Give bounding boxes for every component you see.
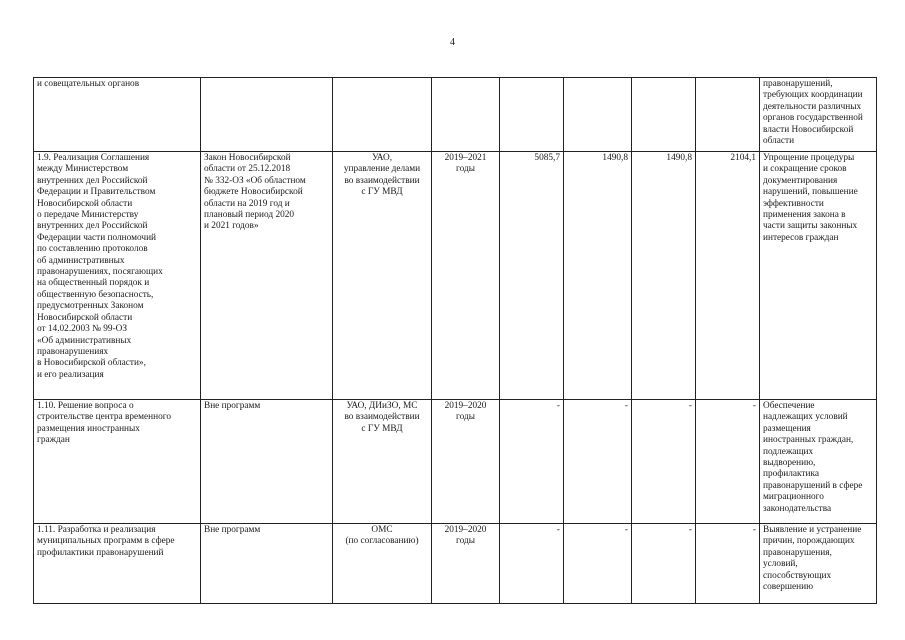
cell-text-line: законодательства: [763, 503, 832, 514]
cell-text-line: выдворению,: [763, 458, 816, 469]
cell-text-line: управление делами: [343, 164, 421, 175]
cell-text-line: Новосибирской области: [37, 198, 133, 209]
cell-value: -: [624, 401, 628, 411]
cell-value: 1490,8: [666, 153, 692, 163]
period-cell: [432, 152, 500, 400]
executor-cell: [333, 524, 432, 604]
total-cell: [500, 524, 564, 604]
cell-text-line: по составлению протоколов: [37, 244, 148, 255]
year-2020-cell: [632, 400, 696, 524]
year-2020-cell: [632, 152, 696, 400]
cell-text-line: власти Новосибирской: [763, 124, 854, 135]
cell-text-line: граждан: [37, 435, 70, 446]
cell-text-line: ОМС: [371, 525, 393, 535]
cell-text-line: «Об административных: [37, 335, 132, 346]
cell-text-line: Вне программ: [204, 525, 261, 535]
cell-text-line: правонарушениях: [37, 346, 109, 357]
cell-text-line: годы: [456, 412, 475, 423]
measure-cell: [34, 78, 201, 152]
cell-text-line: бюджете Новосибирской: [204, 187, 303, 198]
cell-text-line: и сокращение сроков: [763, 164, 847, 175]
cell-text-line: документирования: [763, 175, 838, 186]
cell-text-line: с ГУ МВД: [361, 423, 403, 434]
page-number: 4: [450, 37, 455, 48]
cell-text-line: предусмотренных Законом: [37, 301, 144, 312]
cell-text-line: требующих координации: [763, 90, 863, 101]
basis-cell: [201, 524, 333, 604]
cell-text-line: Упрощение процедуры: [763, 153, 855, 163]
cell-text-line: правонарушений в сфере: [763, 480, 863, 491]
measure-cell: [34, 400, 201, 524]
cell-text-line: на общественный порядок и: [37, 278, 150, 289]
cell-text-line: профилактика: [763, 469, 819, 480]
cell-text-line: Федерации и Правительством: [37, 187, 156, 198]
basis-cell: [201, 152, 333, 400]
cell-value: 2104,1: [730, 153, 756, 163]
cell-text-line: общественную безопасность,: [37, 289, 154, 300]
cell-text-line: области: [763, 136, 795, 147]
cell-text-line: профилактики правонарушений: [37, 547, 164, 558]
cell-text-line: 2019–2020: [444, 401, 487, 411]
cell-text-line: № 332-ОЗ «Об областном: [204, 175, 306, 186]
measure-cell: [34, 524, 201, 604]
cell-text-line: применения закона в: [763, 210, 846, 221]
cell-text-line: 1.10. Решение вопроса о: [37, 401, 134, 411]
cell-text-line: правонарушения,: [763, 547, 832, 558]
cell-text-line: 1.11. Разработка и реализация: [37, 525, 156, 535]
basis-cell: [201, 400, 333, 524]
total-cell: [500, 152, 564, 400]
cell-text-line: способствующих: [763, 570, 832, 581]
cell-text-line: причин, порождающих: [763, 536, 855, 547]
total-cell: [500, 78, 564, 152]
cell-text-line: и совещательных органов: [37, 79, 140, 89]
cell-text-line: между Министерством: [37, 164, 129, 175]
cell-text-line: Выявление и устранение: [763, 525, 862, 535]
cell-text-line: с ГУ МВД: [361, 187, 403, 198]
total-cell: [500, 400, 564, 524]
cell-text-line: внутренних дел Российской: [37, 221, 148, 232]
executor-cell: [333, 78, 432, 152]
cell-text-line: иностранных граждан,: [763, 435, 854, 446]
cell-text-line: условий,: [763, 559, 798, 570]
table-row: [34, 400, 877, 524]
year-2019-cell: [564, 78, 632, 152]
year-2020-cell: [632, 78, 696, 152]
cell-text-line: годы: [456, 164, 475, 175]
executor-cell: [333, 400, 432, 524]
cell-text-line: 2019–2021: [444, 153, 487, 163]
cell-text-line: нарушений, повышение: [763, 187, 858, 198]
table-row: [34, 78, 877, 152]
result-cell: [760, 524, 877, 604]
executor-cell: [333, 152, 432, 400]
cell-text-line: во взаимодействии: [344, 412, 420, 423]
cell-text-line: о передаче Министерству: [37, 210, 139, 221]
cell-text-line: в Новосибирской области»,: [37, 358, 146, 369]
cell-text-line: годы: [456, 536, 475, 547]
cell-text-line: строительстве центра временного: [37, 412, 171, 423]
cell-text-line: размещения: [763, 423, 811, 434]
year-2021-cell: [696, 152, 760, 400]
cell-text-line: размещения иностранных: [37, 423, 140, 434]
cell-text-line: правонарушений,: [763, 79, 833, 89]
year-2021-cell: [696, 524, 760, 604]
result-cell: [760, 78, 877, 152]
cell-text-line: Вне программ: [204, 401, 261, 411]
cell-text-line: УАО,: [371, 153, 393, 163]
measure-cell: [34, 152, 201, 400]
cell-text-line: и его реализация: [37, 369, 104, 380]
year-2021-cell: [696, 400, 760, 524]
cell-text-line: 2019–2020: [444, 525, 487, 535]
cell-text-line: муниципальных программ в сфере: [37, 536, 175, 547]
cell-value: 5085,7: [534, 153, 560, 163]
cell-text-line: миграционного: [763, 492, 824, 503]
cell-text-line: Обеспечение: [763, 401, 815, 411]
cell-text-line: деятельности различных: [763, 101, 862, 112]
cell-text-line: области на 2019 год и: [204, 198, 290, 209]
year-2020-cell: [632, 524, 696, 604]
cell-value: -: [556, 525, 560, 535]
cell-text-line: 1.9. Реализация Соглашения: [37, 153, 150, 163]
cell-text-line: (по согласованию): [345, 536, 419, 547]
program-measures-table: [33, 77, 877, 604]
year-2021-cell: [696, 78, 760, 152]
period-cell: [432, 400, 500, 524]
cell-text-line: правонарушениях, посягающих: [37, 267, 163, 278]
period-cell: [432, 524, 500, 604]
cell-text-line: от 14.02.2003 № 99-ОЗ: [37, 324, 128, 335]
cell-value: -: [556, 401, 560, 411]
cell-text-line: Новосибирской области: [37, 312, 133, 323]
period-cell: [432, 78, 500, 152]
cell-text-line: УАО, ДИиЗО, МС: [346, 401, 418, 411]
cell-value: -: [688, 525, 692, 535]
cell-text-line: эффективности: [763, 198, 824, 209]
cell-text-line: надлежащих условий: [763, 412, 848, 423]
cell-text-line: во взаимодействии: [344, 175, 420, 186]
cell-text-line: области от 25.12.2018: [204, 164, 291, 175]
cell-text-line: Федерации части полномочий: [37, 232, 157, 243]
table-body: [34, 78, 877, 604]
cell-value: -: [688, 401, 692, 411]
cell-text-line: Закон Новосибирской: [204, 153, 291, 163]
table-row: [34, 152, 877, 400]
basis-cell: [201, 78, 333, 152]
cell-text-line: интересов граждан: [763, 232, 839, 243]
year-2019-cell: [564, 524, 632, 604]
year-2019-cell: [564, 400, 632, 524]
result-cell: [760, 400, 877, 524]
cell-value: 1490,8: [602, 153, 628, 163]
table-row: [34, 524, 877, 604]
cell-text-line: плановый период 2020: [204, 210, 295, 221]
result-cell: [760, 152, 877, 400]
cell-text-line: внутренних дел Российской: [37, 175, 148, 186]
year-2019-cell: [564, 152, 632, 400]
cell-text-line: и 2021 годов»: [204, 221, 259, 232]
cell-value: -: [624, 525, 628, 535]
cell-text-line: части защиты законных: [763, 221, 858, 232]
cell-value: -: [752, 401, 756, 411]
cell-text-line: об административных: [37, 255, 125, 266]
cell-value: -: [752, 525, 756, 535]
cell-text-line: подлежащих: [763, 446, 814, 457]
cell-text-line: совершению: [763, 582, 814, 593]
cell-text-line: органов государственной: [763, 113, 863, 124]
